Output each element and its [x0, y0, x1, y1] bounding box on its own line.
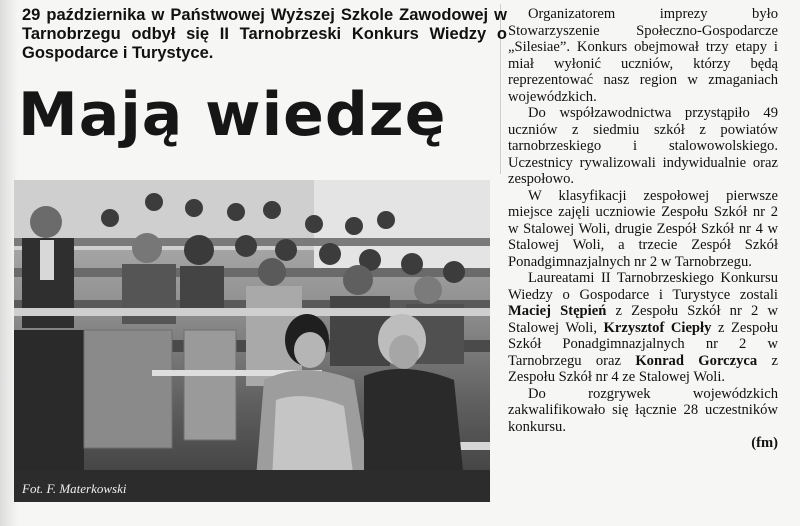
classroom-photo-illustration: [14, 180, 490, 502]
photo-caption: Fot. F. Materkowski: [22, 481, 127, 496]
paragraph-closing: Do rozgrywek wojewódzkich zakwalifikowało się łącznie 28 uczestników konkursu.: [508, 385, 778, 435]
article-lead: 29 października w Państwowej Wyższej Szkole Zawodowej w Tarnobrzegu odbył się II Tarnobrzeski Konkurs Wiedzy o Gospodarce i Turystyce.: [22, 6, 507, 62]
laureate-name-3: Konrad Gorczyca: [635, 352, 772, 369]
laureate-school-3: z Zespołu Szkół nr 4 ze Stalowej Woli.: [508, 352, 778, 385]
article-photo: [14, 180, 490, 502]
article-body-column: [508, 6, 778, 452]
paragraph-organizer: Organizatorem imprezy było Stowarzyszenie Społeczno-Gospodarcze „Silesiae”. Konkurs obejmował trzy etapy i miał wyłonić uczniów, którzy będą reprezentować nasz region w zmaganiach wojewódzkich.: [508, 6, 778, 105]
paragraph-laureates: [508, 270, 778, 386]
laureate-school-1: z Zespołu Szkół nr 2 w Stalowej Woli,: [508, 303, 778, 336]
paragraph-participants: Do współzawodnictwa przystąpiło 49 uczniów z siedmiu szkół z powiatów tarnobrzeskiego i stalowowolskiego. Uczestnicy rywalizowali indywidualnie oraz zespołowo.: [508, 105, 778, 187]
paragraph-team-ranking: W klasyfikacji zespołowej pierwsze miejsce zajęli uczniowie Zespołu Szkół nr 2 w Stalowej Woli, drugie Zespół Szkół nr 4 w Stalowej Woli, a trzecie Zespół Szkół Ponadgimnazjalnych nr 2 w Tarnobrzegu.: [508, 187, 778, 270]
author-signature: (fm): [751, 435, 778, 451]
laureates-intro: Laureatami II Tarnobrzeskiego Konkursu Wiedzy o Gospodarce i Turystyce zostali: [508, 270, 778, 303]
laureate-name-1: Maciej Stępień: [508, 303, 616, 319]
laureate-name-2: Krzysztof Ciepły: [603, 319, 718, 336]
article-headline: Mają wiedzę: [18, 80, 447, 150]
laureate-school-2: z Zespołu Szkół Ponadgimnazjalnych nr 2 w Tarnobrzegu oraz: [508, 319, 778, 369]
